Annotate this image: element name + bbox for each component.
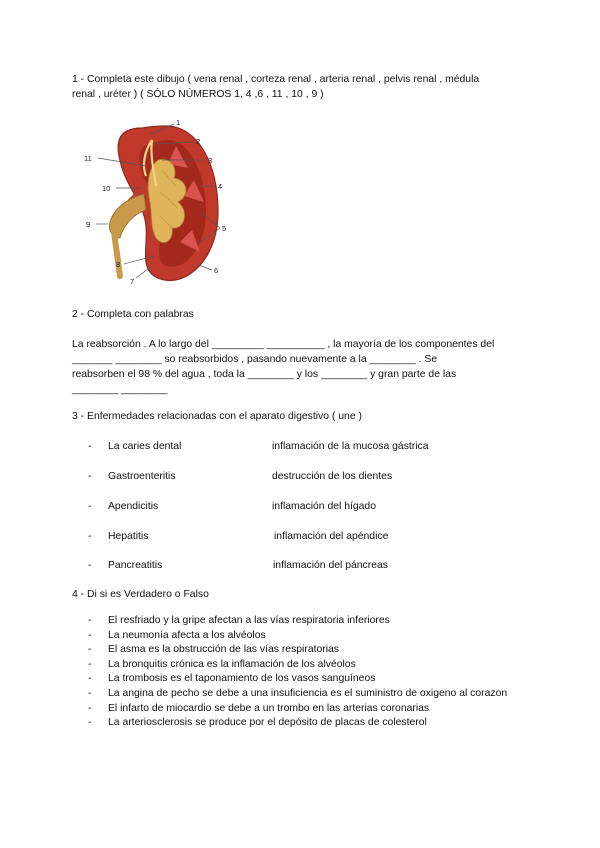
q3-definition: inflamación del hígado <box>272 501 376 512</box>
q3-disease: La caries dental <box>108 441 182 452</box>
q1-prompt-line1: 1 - Completa este dibujo ( vena renal , corteza renal , arteria renal , pelvis renal , médula <box>72 74 480 85</box>
q3-dash: - <box>88 471 92 482</box>
diagram-label: 5 <box>222 224 227 233</box>
diagram-label: 1 <box>176 118 181 127</box>
q3-disease: Apendicitis <box>108 501 159 512</box>
q3-definition: inflamación del apéndice <box>274 531 389 542</box>
q3-disease: Gastroenteritis <box>108 471 176 482</box>
q4-statement-text: La angina de pecho se debe a una insuficiencia es el suministro de oxigeno al corazon <box>108 687 508 699</box>
diagram-label: 10 <box>102 184 111 193</box>
q4-statement: - La angina de pecho se debe a una insuficiencia es el suministro de oxigeno al corazon <box>88 687 508 699</box>
q2-title: 2 - Completa con palabras <box>72 309 194 320</box>
q4-statement-text: El infarto de miocardio se debe a un trombo en las arterias coronarias <box>108 702 430 714</box>
q4-statement-text: El resfriado y la gripe afectan a las vías respiratoria inferiores <box>108 615 390 626</box>
q3-definition: destrucción de los dientes <box>272 471 393 482</box>
diagram-label: 11 <box>84 154 92 163</box>
q2-line2: _______ ________ so reabsorbidos , pasando nuevamente a la ________ . Se <box>72 354 438 365</box>
diagram-label: 4 <box>218 182 223 191</box>
q3-dash: - <box>88 441 92 452</box>
q4-statement: - La trombosis es el taponamiento de los vasos sanguíneos <box>88 673 376 685</box>
diagram-label: 2 <box>196 137 201 146</box>
q4-statement-text: La trombosis es el taponamiento de los vasos sanguíneos <box>108 673 376 685</box>
q4-statement-list <box>72 614 512 731</box>
q3-definition: inflamación de la mucosa gástrica <box>272 441 429 452</box>
q4-statement-text: La bronquitis crónica es la inflamación de los alvéolos <box>108 658 356 670</box>
q3-dash: - <box>88 560 92 571</box>
q3-definition: inflamación del páncreas <box>273 560 388 571</box>
q4-statement: - El resfriado y la gripe afectan a las vías respiratoria inferiores <box>88 615 390 626</box>
q3-disease: Pancreatitis <box>108 560 163 571</box>
q3-dash: - <box>88 501 92 512</box>
q3-title: 3 - Enfermedades relacionadas con el aparato digestivo ( une ) <box>72 411 362 422</box>
q4-statement: - La arteriosclerosis se produce por el depósito de placas de colesterol <box>88 717 427 729</box>
diagram-label: 8 <box>116 260 121 269</box>
q2-line1: La reabsorción . A lo largo del _________ __________ , la mayoría de los componentes del <box>72 339 495 350</box>
q4-statement: - La bronquitis crónica es la inflamación de los alvéolos <box>88 658 356 670</box>
q2-line4: ________ ________ <box>72 384 168 395</box>
q4-title: 4 - Di si es Verdadero o Falso <box>72 589 209 600</box>
q4-statement-text: La neumonía afecta a los alvéolos <box>108 629 266 641</box>
q3-dash: - <box>88 531 92 542</box>
q4-statement-text: La arteriosclerosis se produce por el depósito de placas de colesterol <box>108 717 427 729</box>
q2-line3: reabsorben el 98 % del agua , toda la ________ y los ________ y gran parte de las <box>72 369 457 380</box>
q4-statement-text: El asma es la obstrucción de las vías respiratorias <box>108 644 340 656</box>
q3-disease: Hepatitis <box>108 531 149 542</box>
diagram-label: 9 <box>86 220 91 229</box>
q4-statement: - El asma es la obstrucción de las vías respiratorias <box>88 644 340 656</box>
diagram-label: 7 <box>130 277 135 286</box>
q1-prompt-line2: renal , uréter ) ( SÓLO NÚMEROS 1, 4 ,6 , 11 , 10 , 9 ) <box>72 89 324 100</box>
kidney-diagram <box>80 116 250 290</box>
q4-statement: - El infarto de miocardio se debe a un trombo en las arterias coronarias <box>88 702 430 714</box>
q4-statement: - La neumonía afecta a los alvéolos <box>88 629 266 641</box>
diagram-label: 3 <box>208 156 213 165</box>
diagram-label: 6 <box>214 266 219 275</box>
